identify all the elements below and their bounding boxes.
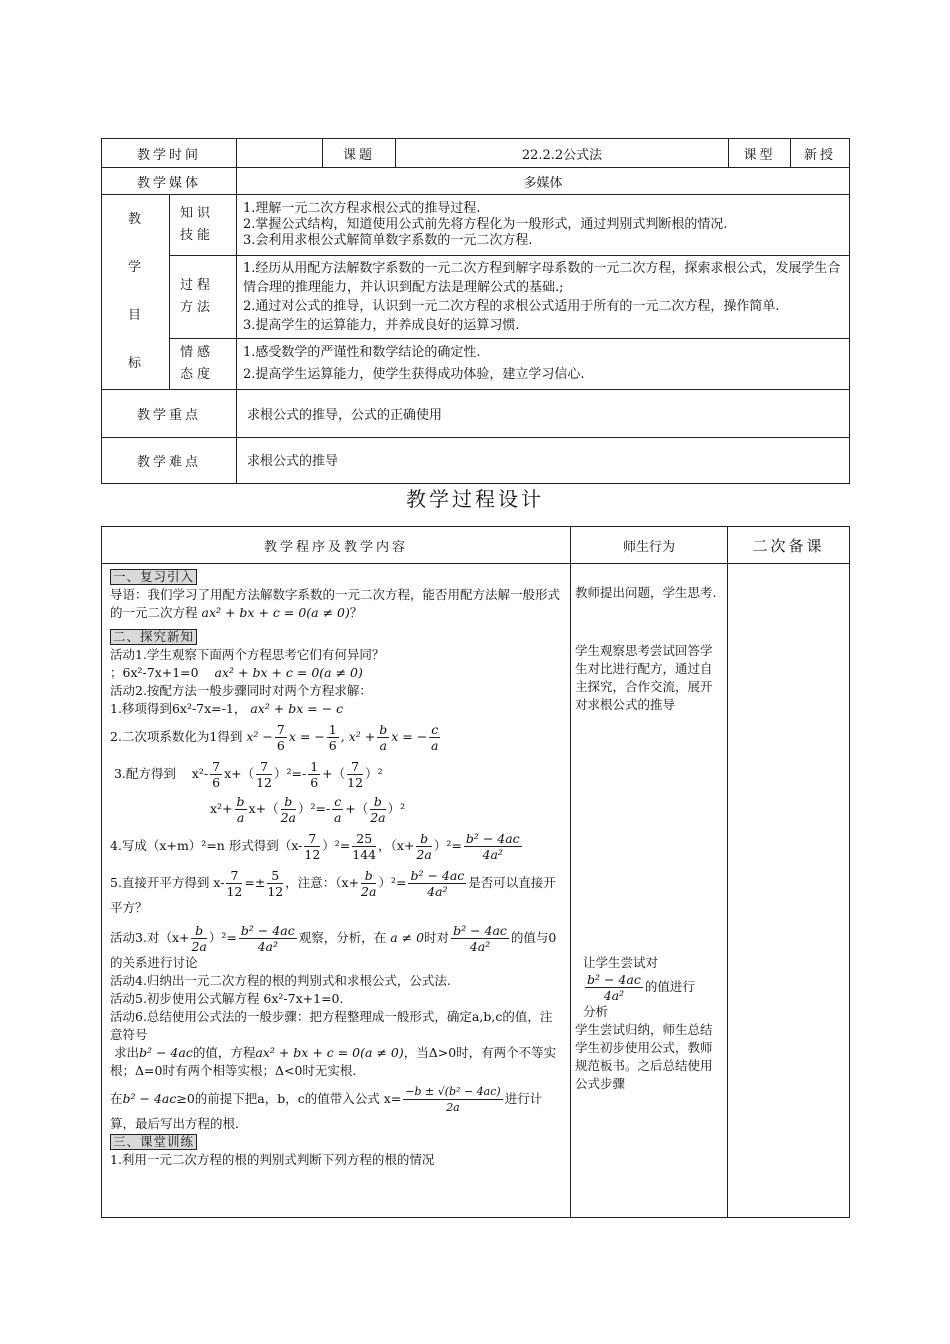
- activity-1: 活动1.学生观察下面两个方程思考它们有何异同？: [110, 647, 385, 662]
- type-label: 课型: [729, 139, 791, 168]
- col-header-behavior: 师生行为: [571, 527, 728, 564]
- activity-3: 活动3.对（x+ $\frac{b}{2a}$ ）²= $\frac{\text{b² − 4ac}}{\text{4a²}}$ 观察，分析，在 a ≠ 0时对 $\frac{\text{b² − 4ac}}{\text{4a²}}$ 的值与0的关系进行讨论: [110, 923, 557, 970]
- time-label: 教学时间: [102, 139, 237, 168]
- intro-paragraph: 导语：我们学习了用配方法解数字系数的一元二次方程，能否用配方法解一般形式的一元二次方程 ax² + bx + c = 0(a ≠ 0)？: [110, 587, 561, 620]
- lesson-content: [102, 564, 571, 1218]
- formula-step: 在b² − 4ac≥0的前提下把a，b，c的值带入公式 x= $\frac{\text{−b ± √(b² − 4ac)}}{2a}$ 进行计算，最后写出方程的根.: [110, 1085, 543, 1131]
- process-label: 过程 方法: [170, 256, 237, 339]
- practice-1: 1.利用一元二次方程的根的判别式判断下列方程的根的情况: [110, 1152, 435, 1167]
- step-3-letters: x²+ $\frac{b}{a}$ x+（ $\frac{b}{2a}$ ）²=- $\frac{c}{a}$ +（ $\frac{b}{2a}$ ）²: [210, 794, 406, 825]
- difficulty-value: 求根公式的推导: [237, 438, 850, 484]
- key-point-label: 教学重点: [102, 390, 237, 438]
- step-5: 5.直接开平方得到 x- $\frac{7}{12}$ =± $\frac{5}{12}$ ，注意：（x+ $\frac{b}{2a}$ ）²= $\frac{\text{b² − 4ac}}{\text{4a²}}$ 是否可以直接开平方？: [110, 868, 556, 915]
- col-header-content: 教学程序及教学内容: [102, 527, 571, 564]
- behavior-5: 学生初步使用公式，教师规范板书。之后总结使用公式步骤: [575, 1040, 713, 1091]
- behavior-4: 学生尝试归纳，师生总结: [575, 1022, 713, 1037]
- behavior-3: 让学生尝试对 $\frac{\text{b² − 4ac}}{\text{4a²}}$ 的值进行 分析: [583, 955, 695, 1019]
- step-4: 4.写成（x+m）²=n 形式得到（x- $\frac{7}{12}$ ）²= $\frac{25}{144}$ ，（x+ $\frac{b}{2a}$ ）²= $\frac{\text{b² − 4ac}}{\text{4a²}}$: [110, 831, 520, 862]
- step-2: 2.二次项系数化为1得到 x² − $\frac{7}{6}$ x = − $\frac{1}{6}$ , x² + $\frac{b}{a}$ x = − $\frac{c}{a}$: [110, 722, 439, 753]
- step-1: 1.移项得到6x²-7x=-1， ax² + bx = − c: [110, 701, 344, 716]
- key-point-value: 求根公式的推导，公式的正确使用: [237, 390, 850, 438]
- section-practice: 三、课堂训练: [110, 1134, 197, 1150]
- section-review: 一、复习引入: [110, 569, 197, 585]
- section-heading: 教学过程设计: [406, 487, 544, 511]
- revision-notes: [728, 564, 850, 1218]
- process-items: 1.经历从用配方法解数字系数的一元二次方程到解字母系数的一元二次方程，探索求根公式，发展学生合情合理的推理能力，并认识到配方法是理解公式的基础.; 2.通过对公式的推导，认识到一元二次方程的求根公式适用于所有的一元二次方程，操作简单. 3.提高学生的运算能力，并养成良好的运算习惯.: [237, 256, 850, 339]
- difficulty-label: 教学难点: [102, 438, 237, 484]
- objectives-label: 教 学 目 标: [102, 195, 170, 390]
- col-header-revision: 二次备课: [728, 527, 850, 564]
- activity-4: 活动4.归纳出一元二次方程的根的判别式和求根公式，公式法.: [110, 973, 451, 988]
- activity-5: 活动5.初步使用公式解方程 6x²-7x+1=0.: [110, 991, 344, 1006]
- discriminant: 求出b² − 4ac的值，方程ax² + bx + c = 0(a ≠ 0)，当Δ>0时，有两个不等实根；Δ=0时有两个相等实根；Δ<0时无实根.: [110, 1045, 557, 1078]
- step-3: 3.配方得到 x²- $\frac{7}{6}$ x+（ $\frac{7}{12}$ ）²=- $\frac{1}{6}$ +（ $\frac{7}{12}$ ）²: [113, 759, 383, 790]
- teacher-student-behavior: [571, 564, 728, 1218]
- behavior-2: 学生观察思考尝试回答学生对比进行配方，通过自主探究，合作交流，展开对求根公式的推导: [575, 643, 713, 712]
- type-value: 新授: [791, 139, 850, 168]
- topic-label: 课题: [323, 139, 396, 168]
- knowledge-label: 知识 技能: [170, 195, 237, 256]
- media-value: 多媒体: [237, 168, 850, 195]
- knowledge-items: 1.理解一元二次方程求根公式的推导过程. 2.掌握公式结构，知道使用公式前先将方程化为一般形式，通过判别式判断根的情况. 3.会利用求根公式解简单数字系数的一元二次方程.: [237, 195, 850, 256]
- activity-2: 活动2.按配方法一般步骤同时对两个方程求解：: [110, 683, 372, 698]
- two-equations: ；6x²-7x+1=0 ax² + bx + c = 0(a ≠ 0): [110, 665, 363, 680]
- emotion-label: 情感 态度: [170, 339, 237, 390]
- lesson-info-table: [101, 138, 850, 484]
- behavior-1: 教师提出问题，学生思考.: [575, 585, 717, 600]
- section-explore: 二、探究新知: [110, 629, 197, 645]
- process-table: [101, 526, 850, 1218]
- activity-6: 活动6.总结使用公式法的一般步骤：把方程整理成一般形式，确定a,b,c的值，注意符号: [110, 1009, 553, 1042]
- time-value: [237, 139, 323, 168]
- emotion-items: 1.感受数学的严谨性和数学结论的确定性. 2.提高学生运算能力，使学生获得成功体验，建立学习信心.: [237, 339, 850, 390]
- topic-value: 22.2.2公式法: [396, 139, 729, 168]
- media-label: 教学媒体: [102, 168, 237, 195]
